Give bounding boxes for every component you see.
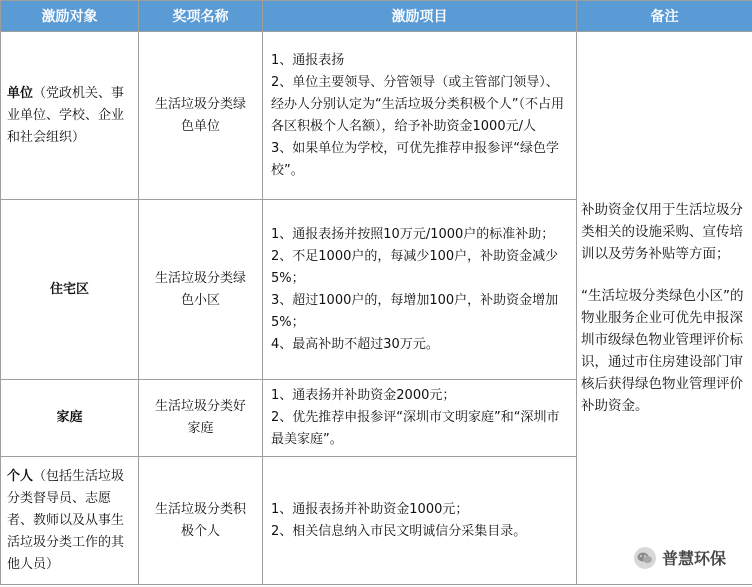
target-cell [1, 200, 139, 380]
item-line: 1、通报表扬 [271, 52, 345, 68]
item-line: 1、通表扬并补助资金2000元； [271, 388, 456, 403]
items-cell [263, 32, 577, 200]
target-label: 家庭 [56, 410, 83, 425]
award-cell: 生活垃圾分类积极个人 [139, 457, 263, 585]
award-cell: 生活垃圾分类好家庭 [139, 380, 263, 457]
target-cell [1, 457, 139, 585]
note-line: 补助资金仅用于生活垃圾分类相关的设施采购、宣传培训以及劳务补贴等方面； [581, 202, 743, 262]
watermark-text: 普慧环保 [661, 549, 726, 568]
award-cell: 生活垃圾分类绿色小区 [139, 200, 263, 380]
items-cell [263, 457, 577, 585]
target-label: 个人 [7, 468, 34, 484]
table-row-unit [1, 32, 752, 200]
item-line: 2、优先推荐申报参评“深圳市文明家庭”和“深圳市最美家庭”。 [271, 410, 560, 447]
header-award: 奖项名称 [139, 1, 263, 32]
item-line: 2、相关信息纳入市民文明诚信分采集目录。 [271, 523, 527, 539]
header-items: 激励项目 [263, 1, 577, 32]
item-line: 3、超过1000户的，每增加100户，补助资金增加5%； [271, 292, 559, 330]
item-line: 4、最高补助不超过30万元。 [271, 336, 439, 352]
target-label: 住宅区 [49, 281, 89, 297]
target-cell [1, 380, 139, 457]
target-label: 单位 [7, 85, 34, 101]
item-line: 1、通报表扬并按照10万元/1000户的标准补助； [271, 226, 555, 242]
table-header-row [1, 1, 752, 32]
items-cell [263, 380, 577, 457]
note-line: “生活垃圾分类绿色小区”的物业服务企业可优先申报深圳市级绿色物业管理评价标识，通过市住房建设部门审核后获得绿色物业管理评价补助资金。 [581, 288, 744, 414]
item-line: 3、如果单位为学校，可优先推荐申报参评“绿色学校”。 [271, 140, 560, 178]
watermark [634, 546, 726, 569]
wechat-icon [634, 547, 656, 569]
notes-cell [577, 32, 752, 585]
item-line: 1、通报表扬并补助资金1000元； [271, 501, 469, 517]
header-target: 激励对象 [1, 1, 139, 32]
item-line: 2、单位主要领导、分管领导（或主管部门领导）、经办人分别认定为“生活垃圾分类积极个人”（不占用各区积极个人名额），给予补助资金1000元/人 [271, 74, 564, 134]
award-cell: 生活垃圾分类绿色单位 [139, 32, 263, 200]
target-cell [1, 32, 139, 200]
items-cell [263, 200, 577, 380]
target-detail: （党政机关、事业单位、学校、企业和社会组织） [7, 85, 125, 145]
item-line: 2、不足1000户的，每减少100户，补助资金减少5%； [271, 248, 559, 286]
target-detail: （包括生活垃圾分类督导员、志愿者、教师以及从事生活垃圾分类工作的其他人员） [7, 468, 125, 572]
header-notes: 备注 [577, 1, 752, 32]
